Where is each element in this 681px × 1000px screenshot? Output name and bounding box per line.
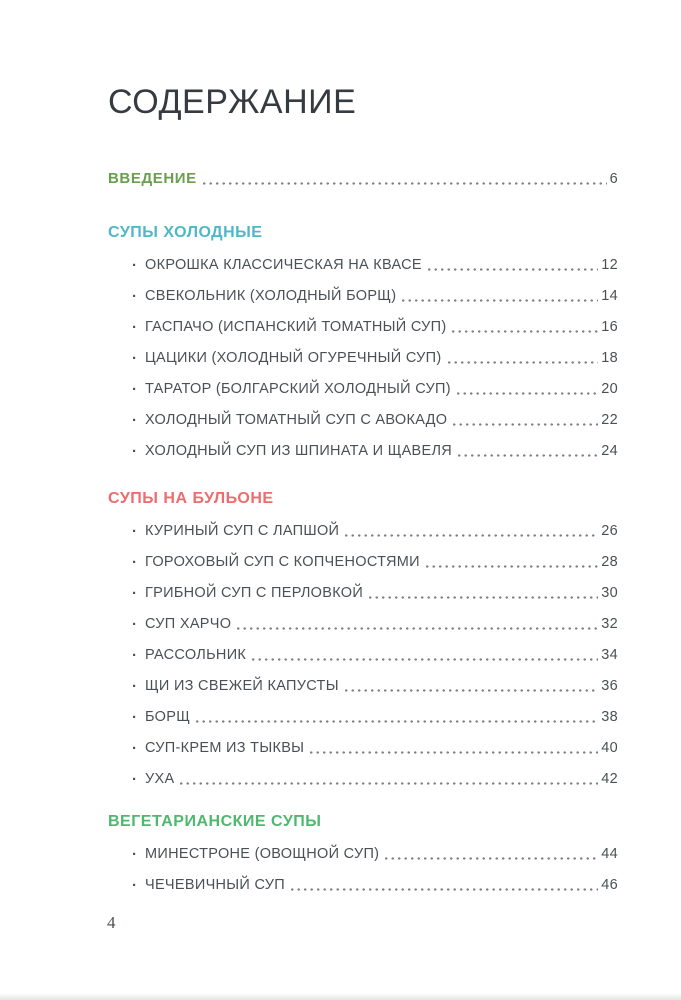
toc-section-items <box>108 846 618 894</box>
bullet-icon <box>132 616 145 633</box>
toc-entry-page-number: 32 <box>601 616 618 632</box>
toc-entry-label: ГАСПАЧО (ИСПАНСКИЙ ТОМАТНЫЙ СУП) <box>145 319 447 335</box>
toc-entry-page-number: 34 <box>601 647 618 663</box>
toc-section <box>108 490 618 788</box>
toc-section-title: СУПЫ НА БУЛЬОНЕ <box>108 490 274 507</box>
toc-entry-label: ЦАЦИКИ (ХОЛОДНЫЙ ОГУРЕЧНЫЙ СУП) <box>145 350 442 366</box>
page-title: СОДЕРЖАНИЕ <box>108 83 357 121</box>
toc-entry-page-number: 28 <box>601 554 618 570</box>
toc-entry-page-number: 42 <box>601 771 618 787</box>
toc-entry <box>108 709 618 726</box>
bullet-icon <box>132 877 145 894</box>
toc-entry-label: ОКРОШКА КЛАССИЧЕСКАЯ НА КВАСЕ <box>145 257 422 273</box>
toc-entry-page-number: 44 <box>601 846 618 862</box>
dot-leader <box>457 392 598 395</box>
toc-entry-page-number: 12 <box>601 257 618 273</box>
toc-entry-page-number: 26 <box>601 523 618 539</box>
bullet-icon <box>132 846 145 863</box>
toc-entry-label: ВВЕДЕНИЕ <box>108 170 197 187</box>
dot-leader <box>426 565 598 568</box>
toc-entry <box>108 678 618 695</box>
toc-entry <box>108 523 618 540</box>
dot-leader <box>448 361 599 364</box>
toc-section-title: ВЕГЕТАРИАНСКИЕ СУПЫ <box>108 813 322 830</box>
bullet-icon <box>132 319 145 336</box>
dot-leader <box>252 658 598 661</box>
toc-entry-label: КУРИНЫЙ СУП С ЛАПШОЙ <box>145 523 340 539</box>
page-edge-shadow <box>0 993 681 1000</box>
dot-leader <box>458 454 598 457</box>
toc-entry-page-number: 18 <box>601 350 618 366</box>
toc-entry <box>108 288 618 305</box>
toc-content <box>108 0 618 894</box>
toc-entry <box>108 350 618 367</box>
toc-entry <box>108 412 618 429</box>
toc-entry-label: ХОЛОДНЫЙ ТОМАТНЫЙ СУП С АВОКАДО <box>145 412 448 428</box>
toc-entry-page-number: 40 <box>601 740 618 756</box>
toc-entry <box>108 257 618 274</box>
toc-sections <box>108 224 618 894</box>
toc-entry <box>108 554 618 571</box>
toc-entry <box>108 381 618 398</box>
toc-entry <box>108 846 618 863</box>
toc-entry-introduction <box>108 170 618 188</box>
toc-entry-page-number: 6 <box>609 171 618 187</box>
toc-entry-label: СУП ХАРЧО <box>145 616 232 632</box>
bullet-icon <box>132 771 145 788</box>
dot-leader <box>196 720 598 723</box>
toc-section-items <box>108 523 618 788</box>
bullet-icon <box>132 523 145 540</box>
dot-leader <box>385 857 598 860</box>
toc-entry-label: ТАРАТОР (БОЛГАРСКИЙ ХОЛОДНЫЙ СУП) <box>145 381 451 397</box>
toc-entry-label: БОРЩ <box>145 709 191 725</box>
toc-section <box>108 813 618 894</box>
toc-section-title: СУПЫ ХОЛОДНЫЕ <box>108 224 263 241</box>
toc-section-items <box>108 257 618 460</box>
dot-leader <box>452 330 598 333</box>
dot-leader <box>402 299 598 302</box>
toc-entry-label: МИНЕСТРОНЕ (ОВОЩНОЙ СУП) <box>145 846 380 862</box>
dot-leader <box>345 689 598 692</box>
toc-entry <box>108 319 618 336</box>
toc-entry-label: СУП-КРЕМ ИЗ ТЫКВЫ <box>145 740 305 756</box>
dot-leader <box>310 751 598 754</box>
dot-leader <box>180 782 598 785</box>
dot-leader <box>291 888 598 891</box>
toc-entry-label: ЩИ ИЗ СВЕЖЕЙ КАПУСТЫ <box>145 678 339 694</box>
dot-leader <box>453 423 598 426</box>
toc-entry-label: ХОЛОДНЫЙ СУП ИЗ ШПИНАТА И ЩАВЕЛЯ <box>145 443 453 459</box>
toc-entry-page-number: 38 <box>601 709 618 725</box>
toc-entry <box>108 877 618 894</box>
bullet-icon <box>132 740 145 757</box>
toc-entry <box>108 616 618 633</box>
dot-leader <box>428 268 598 271</box>
toc-entry <box>108 585 618 602</box>
toc-entry-page-number: 30 <box>601 585 618 601</box>
bullet-icon <box>132 585 145 602</box>
bullet-icon <box>132 412 145 429</box>
bullet-icon <box>132 257 145 274</box>
toc-entry <box>108 647 618 664</box>
bullet-icon <box>132 678 145 695</box>
toc-entry <box>108 771 618 788</box>
toc-entry-page-number: 16 <box>601 319 618 335</box>
toc-entry-page-number: 14 <box>601 288 618 304</box>
dot-leader <box>345 534 598 537</box>
toc-entry-page-number: 46 <box>601 877 618 893</box>
bullet-icon <box>132 288 145 305</box>
toc-entry-label: РАССОЛЬНИК <box>145 647 247 663</box>
folio-page-number: 4 <box>107 913 116 932</box>
bullet-icon <box>132 381 145 398</box>
toc-entry-label: ГОРОХОВЫЙ СУП С КОПЧЕНОСТЯМИ <box>145 554 420 570</box>
bullet-icon <box>132 709 145 726</box>
bullet-icon <box>132 554 145 571</box>
bullet-icon <box>132 350 145 367</box>
toc-entry-page-number: 22 <box>601 412 618 428</box>
dot-leader <box>203 182 607 185</box>
toc-entry-page-number: 20 <box>601 381 618 397</box>
toc-entry <box>108 740 618 757</box>
dot-leader <box>369 596 598 599</box>
toc-entry-label: УХА <box>145 771 175 787</box>
toc-entry <box>108 443 618 460</box>
dot-leader <box>237 627 598 630</box>
toc-entry-page-number: 24 <box>601 443 618 459</box>
toc-entry-label: СВЕКОЛЬНИК (ХОЛОДНЫЙ БОРЩ) <box>145 288 397 304</box>
toc-entry-label: ЧЕЧЕВИЧНЫЙ СУП <box>145 877 286 893</box>
bullet-icon <box>132 443 145 460</box>
toc-entry-label: ГРИБНОЙ СУП С ПЕРЛОВКОЙ <box>145 585 364 601</box>
toc-entry-page-number: 36 <box>601 678 618 694</box>
bullet-icon <box>132 647 145 664</box>
toc-section <box>108 224 618 460</box>
